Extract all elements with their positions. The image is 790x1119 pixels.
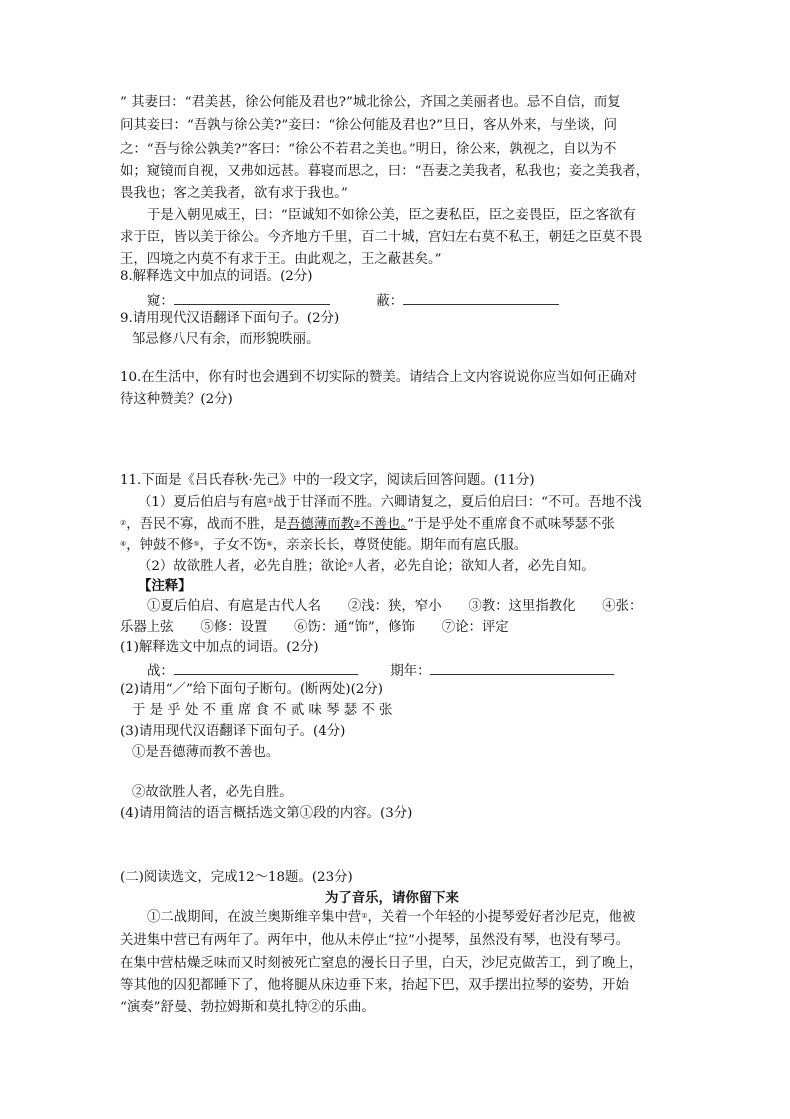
q11-para1-line3: ④，钟鼓不修⑤，子女不饬⑥，亲亲长长，尊贤使能。期年而有扈氏服。 [120, 538, 528, 553]
q11-sub3-item2: ②故欲胜人者，必先自胜。 [132, 785, 293, 800]
passage-line: 如；窥镜而自视，又弗如远甚。暮寝而思之，曰：“吾妻之美我者，私我也；妾之美我者， [120, 164, 650, 179]
q8-word1: 窥： [147, 294, 174, 309]
question-11-intro: 11.下面是《吕氏春秋·先己》中的一段文字，阅读后回答问题。(11分) [120, 473, 535, 488]
notes-title: 【注释】 [138, 578, 192, 594]
question-9: 9.请用现代汉语翻译下面句子。(2分) [120, 311, 340, 326]
q11-sub1-word2: 期年： [390, 664, 431, 679]
passage-line: 王，四境之内莫不有求于王。由此观之，王之蔽甚矣。” [120, 252, 442, 267]
question-10-line2: 待这种赞美？(2分) [120, 392, 233, 407]
passage-line: 问其妾曰：“吾孰与徐公美?”妾曰：“徐公何能及君也?”旦日，客从外来，与坐谈，问 [120, 118, 618, 133]
article-line1: ①二战期间，在波兰奥斯维辛集中营①，关着一个年轻的小提琴爱好者沙尼克，他被 [147, 910, 636, 925]
q11-sub1-word1: 战： [147, 664, 174, 679]
question-8: 8.解释选文中加点的词语。(2分) [120, 269, 313, 284]
q11-sub4: (4)请用简洁的语言概括选文第①段的内容。(3分) [120, 806, 413, 821]
article-line4: 等其他的囚犯都睡下了，他将腿从床边垂下来，抬起下巴，双手摆出拉琴的姿势，开始 [120, 978, 629, 993]
passage-line: 求于臣，皆以美于徐公。今齐地方千里，百二十城，宫妇左右莫不私王，朝廷之臣莫不畏 [120, 230, 643, 245]
q11-sub1-blank1[interactable] [174, 661, 358, 675]
q11-para1-line2: ②，吾民不寡，战而不胜，是吾德薄而教③不善也。”于是乎处不重席食不贰味琴瑟不张 [120, 517, 615, 532]
passage-line: 畏我也；客之美我者，欲有求于我也。” [120, 186, 348, 201]
q11-sub2-sentence: 于 是 乎 处 不 重 席 食 不 贰 味 琴 瑟 不 张 [132, 703, 393, 718]
article-title: 为了音乐，请你留下来 [325, 890, 459, 906]
article-line5: “演奏”舒曼、勃拉姆斯和莫扎特②的乐曲。 [120, 1000, 375, 1015]
q11-sub1: (1)解释选文中加点的词语。(2分) [120, 640, 319, 655]
passage-line: 于是入朝见威王，曰：“臣诚知不如徐公美，臣之妻私臣，臣之妾畏臣，臣之客欲有 [147, 208, 636, 223]
q9-sentence: 邹忌修八尺有余，而形貌昳丽。 [132, 332, 320, 347]
part2-heading: (二)阅读选文，完成12～18题。(23分) [120, 870, 353, 885]
q11-sub3-item1: ①是吾德薄而教不善也。 [132, 745, 280, 760]
passage-line: ” 其妻曰：“君美甚，徐公何能及君也?”城北徐公，齐国之美丽者也。忌不自信，而复 [120, 95, 621, 110]
q11-sub2: (2)请用“／”给下面句子断句。(断两处)(2分) [120, 682, 383, 697]
q8-blank2[interactable] [403, 291, 559, 305]
q11-sub1-blank2[interactable] [430, 661, 614, 675]
q11-para2: （2）故欲胜人者，必先自胜；欲论⑦人者，必先自论；欲知人者，必先自知。 [138, 559, 595, 574]
passage-line: 之：“吾与徐公孰美?”客曰：“徐公不若君之美也。”明日，徐公来，孰视之，自以为不 [120, 142, 617, 157]
q8-blank1[interactable] [174, 291, 330, 305]
question-10-line1: 10.在生活中，你有时也会遇到不切实际的赞美。请结合上文内容说说你应当如何正确对 [120, 370, 637, 385]
q11-sub1-answer-row [147, 661, 614, 681]
q11-sub3: (3)请用现代汉语翻译下面句子。(4分) [120, 724, 346, 739]
q11-para1-line1: （1）夏后伯启与有扈①战于甘泽而不胜。六卿请复之，夏后伯启曰：“不可。吾地不浅 [138, 495, 642, 510]
notes-line1: ①夏后伯启、有扈是古代人名 ②浅：狭，窄小 ③教：这里指教化 ④张： [147, 599, 643, 614]
article-line3: 在集中营枯燥乏味而又时刻被死亡窒息的漫长日子里，白天，沙尼克做苦工，到了晚上， [120, 956, 643, 971]
q8-answer-row [147, 291, 559, 311]
notes-line2: 乐器上弦 ⑤修：设置 ⑥饬：通“饰”，修饰 ⑦论：评定 [120, 620, 509, 635]
q8-word2: 蔽： [376, 294, 404, 309]
article-line2: 关进集中营已有两年了。两年中，他从未停止“拉”小提琴，虽然没有琴，也没有琴弓。 [120, 933, 630, 948]
